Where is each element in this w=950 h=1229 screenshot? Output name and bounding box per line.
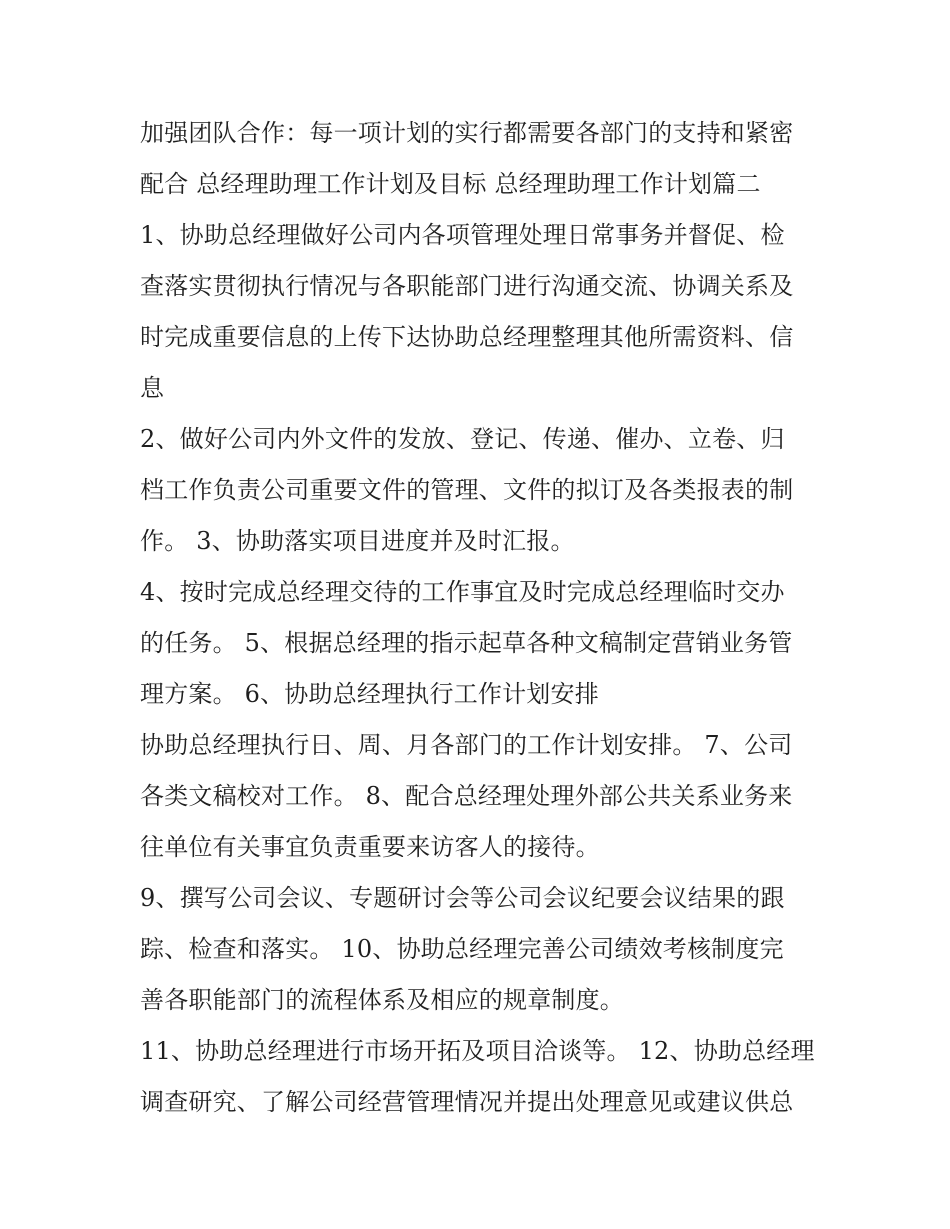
text-line: 9、撰写公司会议、专题研讨会等公司会议纪要会议结果的跟 [140, 884, 785, 912]
text-line: 查落实贯彻执行情况与各职能部门进行沟通交流、协调关系及 [140, 272, 794, 300]
text-line: 理方案。 6、协助总经理执行工作计划安排 [140, 680, 599, 708]
text-line: 踪、检查和落实。 10、协助总经理完善公司绩效考核制度完 [140, 935, 784, 963]
text-line: 的任务。 5、根据总经理的指示起草各种文稿制定营销业务管 [140, 629, 793, 657]
text-line: 协助总经理执行日、周、月各部门的工作计划安排。 7、公司 [140, 731, 793, 759]
text-line: 各类文稿校对工作。 8、配合总经理处理外部公共关系业务来 [140, 782, 793, 810]
text-line: 11、协助总经理进行市场开拓及项目洽谈等。 12、协助总经理 [140, 1037, 815, 1065]
text-line: 配合 总经理助理工作计划及目标 总经理助理工作计划篇二 [140, 170, 761, 198]
text-line: 往单位有关事宜负责重要来访客人的接待。 [140, 833, 600, 861]
text-line: 1、协助总经理做好公司内各项管理处理日常事务并督促、检 [140, 221, 785, 249]
text-line: 善各职能部门的流程体系及相应的规章制度。 [140, 986, 624, 1014]
text-line: 4、按时完成总经理交待的工作事宜及时完成总经理临时交办 [140, 578, 785, 606]
text-line: 调查研究、了解公司经营管理情况并提出处理意见或建议供总 [140, 1088, 794, 1116]
document-body [140, 108, 820, 1128]
text-line: 加强团队合作：每一项计划的实行都需要各部门的支持和紧密 [140, 119, 794, 147]
text-line: 2、做好公司内外文件的发放、登记、传递、催办、立卷、归 [140, 425, 785, 453]
text-line: 息 [140, 374, 165, 402]
text-line: 作。 3、协助落实项目进度并及时汇报。 [140, 527, 575, 555]
text-line: 档工作负责公司重要文件的管理、文件的拟订及各类报表的制 [140, 476, 794, 504]
text-line: 时完成重要信息的上传下达协助总经理整理其他所需资料、信 [140, 323, 794, 351]
